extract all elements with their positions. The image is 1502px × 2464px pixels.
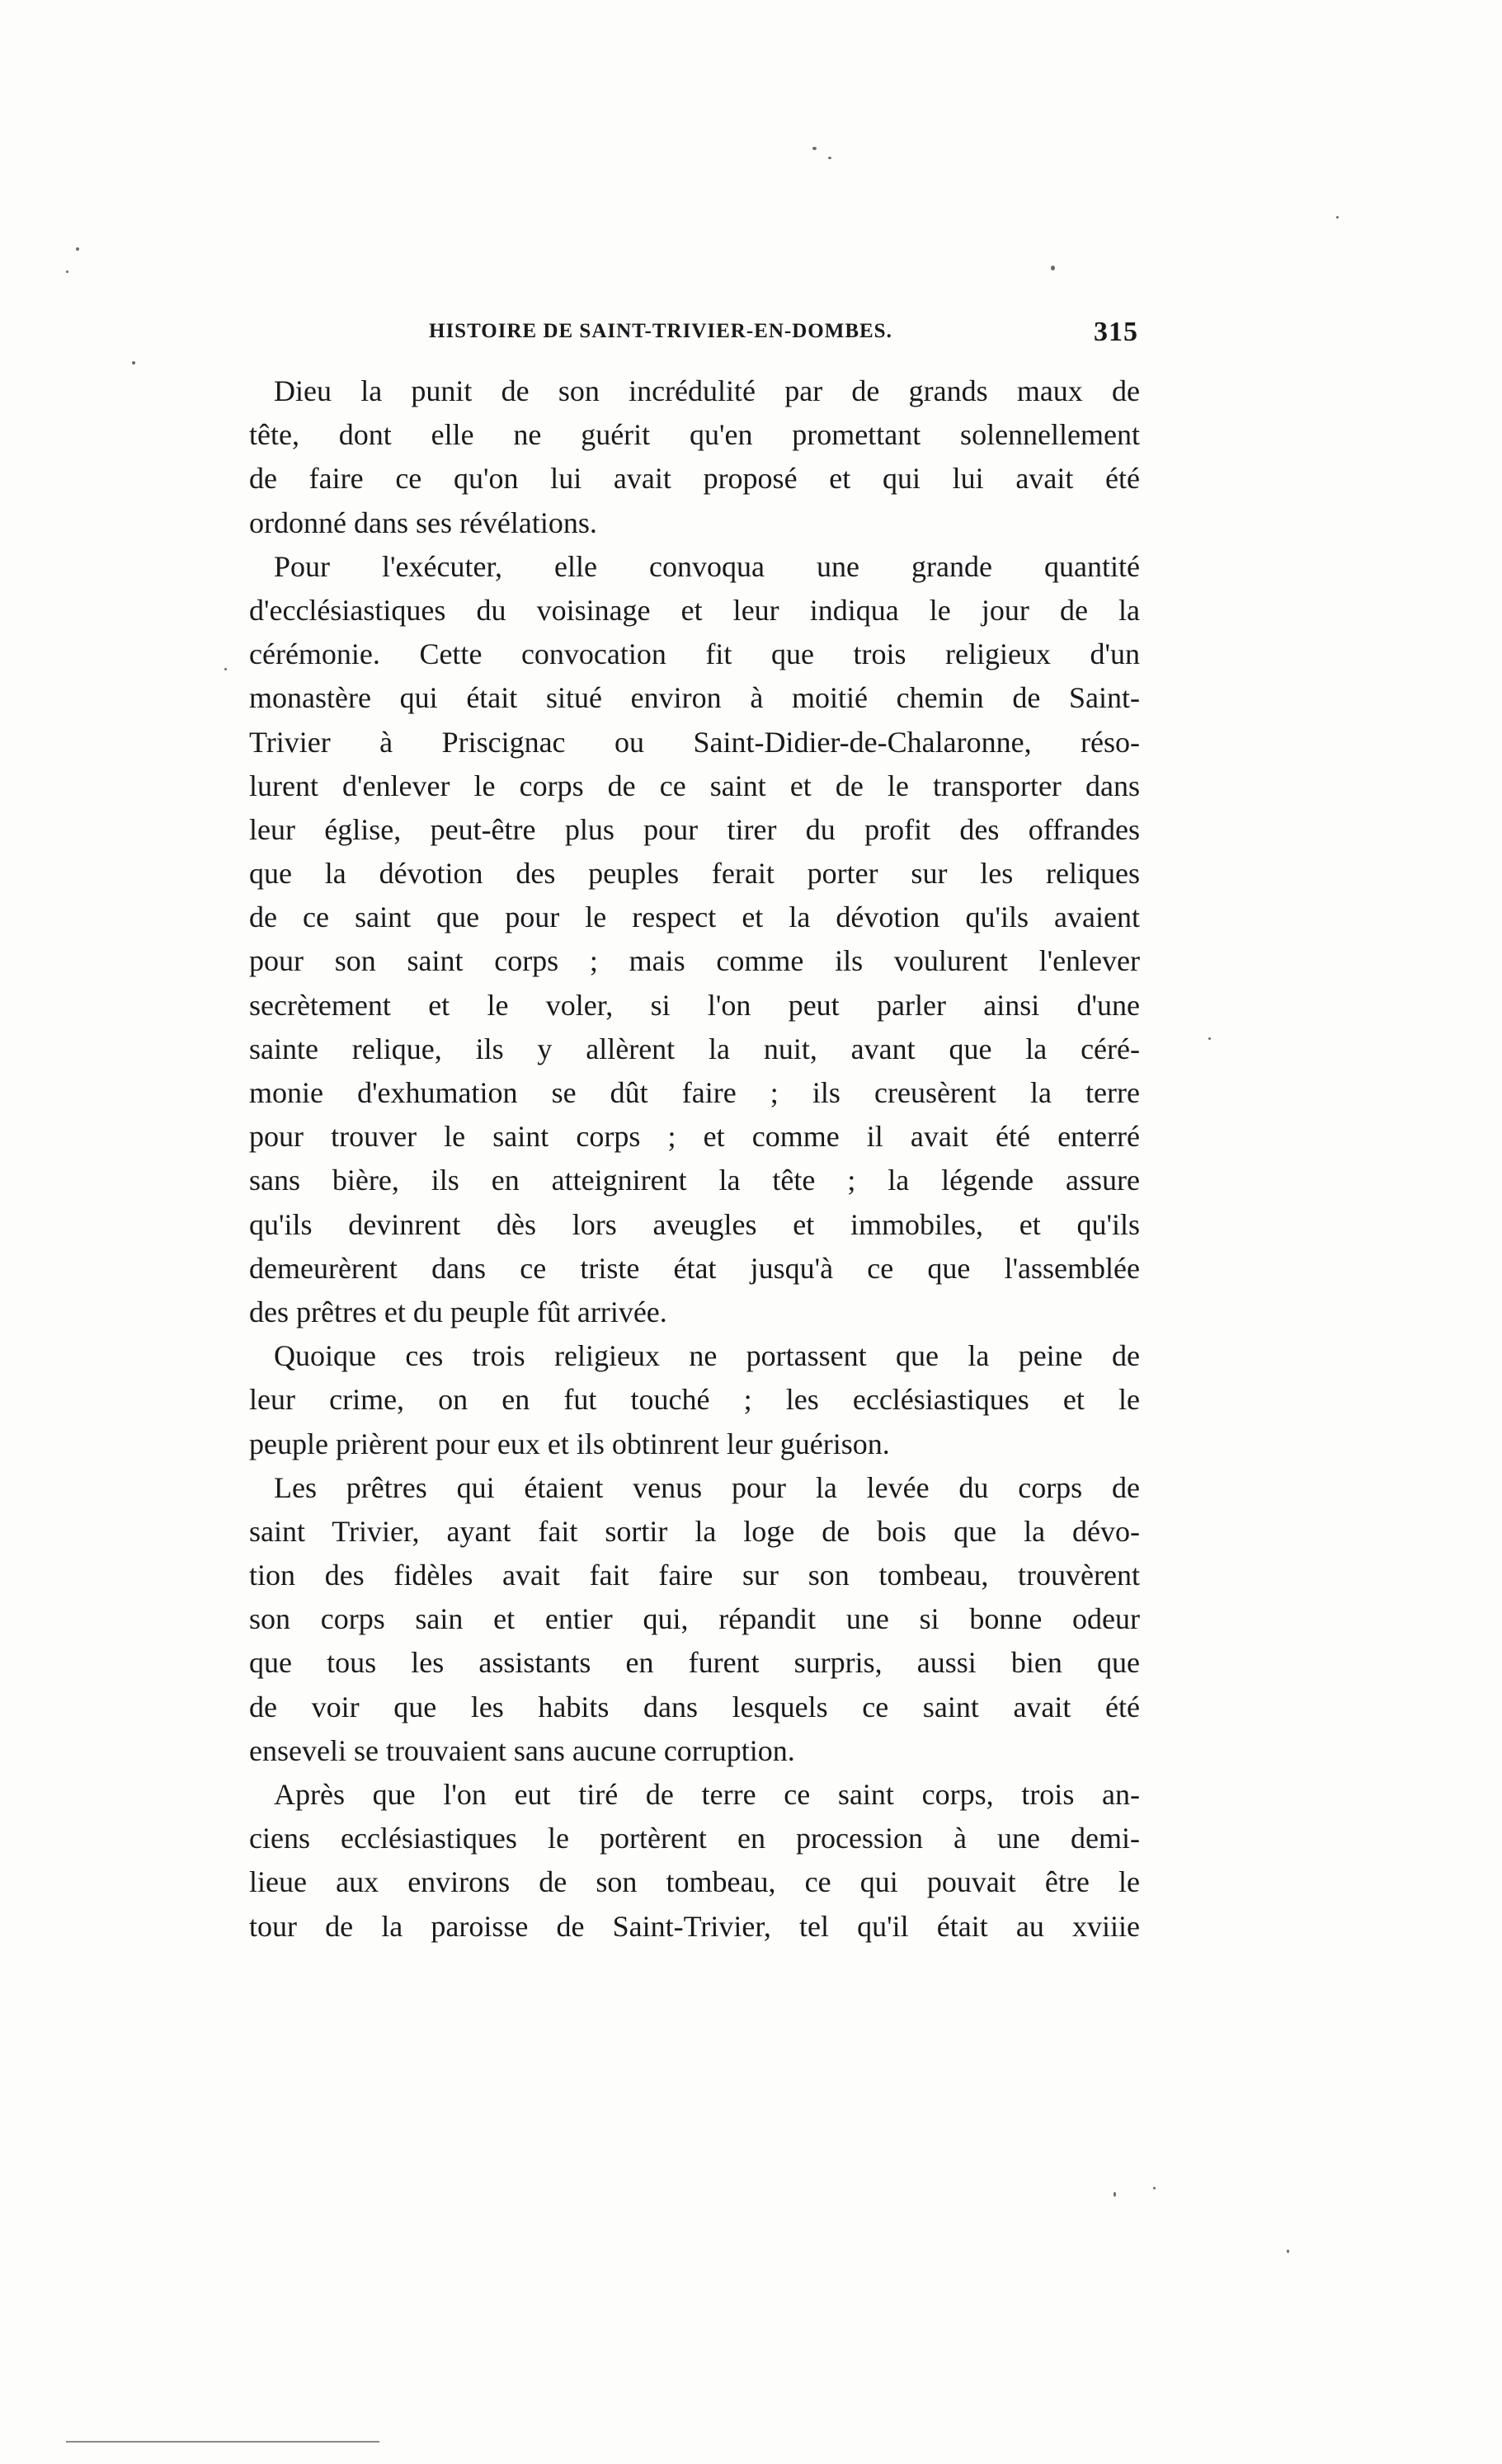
text-line: monie d'exhumation se dût faire ; ils creusèrent la terre [249,1076,1140,1109]
text-line: son corps sain et entier qui, répandit une si bonne odeur [249,1602,1140,1636]
scan-speck [1153,2187,1156,2189]
text-line: lieue aux environs de son tombeau, ce qui pouvait être le [249,1865,1140,1899]
text-line: peuple prièrent pour eux et ils obtinrent leur guérison. [249,1427,890,1460]
text-line: pour son saint corps ; mais comme ils voulurent l'enlever [249,944,1140,978]
text-line: de voir que les habits dans lesquels ce saint avait été [249,1690,1140,1723]
scan-speck [1114,2192,1116,2197]
text-line: Trivier à Priscignac ou Saint-Didier-de-Chalaronne, réso- [249,725,1140,759]
text-line: cérémonie. Cette convocation fit que trois religieux d'un [249,637,1140,671]
paragraph-first-line: Pour l'exécuter, elle convoqua une grande quantité [274,549,1140,583]
footer-rule [66,2441,379,2443]
scan-speck [1208,1037,1211,1040]
text-line: leur église, peut-être plus pour tirer du profit des offrandes [249,812,1140,846]
paragraph-first-line: Quoique ces trois religieux ne portassent que la peine de [274,1339,1140,1373]
body-text [249,369,1140,1949]
scan-speck [76,247,79,251]
text-line: de faire ce qu'on lui avait proposé et qui lui avait été [249,462,1140,496]
paragraph-first-line: Dieu la punit de son incrédulité par de grands maux de [274,374,1140,407]
scan-speck [224,668,227,670]
text-line: qu'ils devinrent dès lors aveugles et immobiles, et qu'ils [249,1207,1140,1241]
scan-speck [828,157,831,159]
text-line: monastère qui était situé environ à moitié chemin de Saint- [249,681,1140,715]
text-line: ciens ecclésiastiques le portèrent en procession à une demi- [249,1822,1140,1855]
text-line: tête, dont elle ne guérit qu'en promettant solennellement [249,418,1140,452]
scan-speck [1051,266,1055,270]
scan-speck [132,361,135,364]
text-line: enseveli se trouvaient sans aucune corruption. [249,1733,795,1767]
text-line: des prêtres et du peuple fût arrivée. [249,1295,667,1328]
text-line: leur crime, on en fut touché ; les ecclésiastiques et le [249,1383,1140,1417]
text-line: d'ecclésiastiques du voisinage et leur indiqua le jour de la [249,593,1140,627]
text-line: de ce saint que pour le respect et la dévotion qu'ils avaient [249,900,1140,934]
page-number: 315 [1094,317,1138,347]
text-line: tour de la paroisse de Saint-Trivier, tel qu'il était au xviiie [249,1909,1140,1943]
text-line: que la dévotion des peuples ferait porter sur les reliques [249,857,1140,891]
paragraph-first-line: Les prêtres qui étaient venus pour la levée du corps de [274,1470,1140,1504]
text-line: sans bière, ils en atteignirent la tête ; la légende assure [249,1164,1140,1197]
paragraph-first-line: Après que l'on eut tiré de terre ce saint corps, trois an- [274,1778,1140,1811]
running-head-title: HISTOIRE DE SAINT-TRIVIER-EN-DOMBES. [429,320,892,342]
text-line: ordonné dans ses révélations. [249,505,597,539]
text-line: saint Trivier, ayant fait sortir la loge de bois que la dévo- [249,1514,1140,1548]
text-line: secrètement et le voler, si l'on peut parler ainsi d'une [249,988,1140,1022]
scan-speck [66,270,68,273]
running-head [429,317,1138,353]
text-line: demeurèrent dans ce triste état jusqu'à ce que l'assemblée [249,1251,1140,1285]
scan-speck [1287,2250,1289,2253]
scan-speck [1336,216,1339,219]
text-line: sainte relique, ils y allèrent la nuit, avant que la céré- [249,1032,1140,1065]
text-line: lurent d'enlever le corps de ce saint et de le transporter dans [249,769,1140,802]
text-line: pour trouver le saint corps ; et comme il avait été enterré [249,1120,1140,1154]
text-line: que tous les assistants en furent surpris, aussi bien que [249,1646,1140,1680]
text-line: tion des fidèles avait fait faire sur son tombeau, trouvèrent [249,1559,1140,1592]
scan-speck [812,147,817,150]
